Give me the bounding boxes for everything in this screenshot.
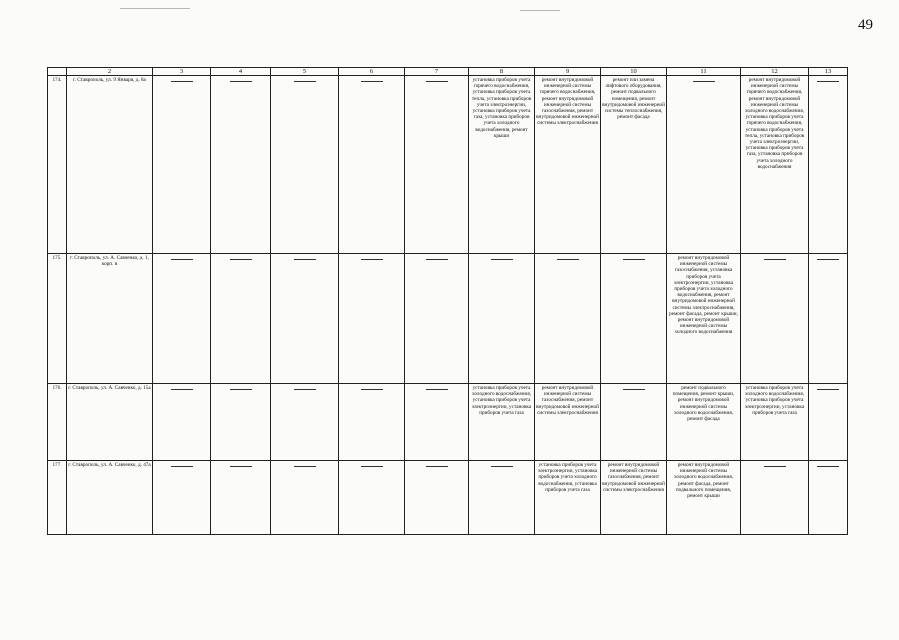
work-cell: установка приборов учета электроэнергии, установка приборов учета холодного водоснабжения, установка приборов учета газа bbox=[535, 461, 601, 535]
page-number: 49 bbox=[858, 17, 873, 33]
empty-cell-dash bbox=[339, 254, 405, 384]
column-header: 9 bbox=[535, 68, 601, 76]
empty-cell-dash bbox=[809, 254, 848, 384]
row-address: г. Ставрополь, ул. А. Савченко, д. 47а bbox=[67, 461, 153, 535]
empty-cell-dash bbox=[469, 254, 535, 384]
empty-cell-dash bbox=[271, 76, 339, 254]
table-row bbox=[48, 76, 848, 254]
scan-mark bbox=[520, 10, 560, 11]
empty-cell-dash bbox=[601, 384, 667, 461]
row-address: г. Ставрополь, ул. А. Савченко, д. 15а bbox=[67, 384, 153, 461]
row-number: 174. bbox=[48, 76, 67, 254]
scan-mark bbox=[120, 8, 190, 9]
empty-cell-dash bbox=[153, 254, 211, 384]
empty-cell-dash bbox=[405, 254, 469, 384]
empty-cell-dash bbox=[405, 461, 469, 535]
column-header: 2 bbox=[67, 68, 153, 76]
empty-cell-dash bbox=[469, 461, 535, 535]
empty-cell-dash bbox=[741, 254, 809, 384]
table-row bbox=[48, 384, 848, 461]
empty-cell-dash bbox=[211, 254, 271, 384]
work-cell: установка приборов учета горячего водоснабжения, установка приборов учета тепла, установка приборов учета электроэнергии, установка приборов учета газа, установка приборов учета холодного водоснабжения, ремонт крыши bbox=[469, 76, 535, 254]
work-cell: ремонт внутридомовой инженерной системы газоснабжения, ремонт внутридомовой инженерной системы электроснабжения bbox=[601, 461, 667, 535]
row-address: г. Ставрополь, ул. 9 Января, д. 8а bbox=[67, 76, 153, 254]
empty-cell-dash bbox=[601, 254, 667, 384]
empty-cell-dash bbox=[211, 461, 271, 535]
work-cell: установка приборов учета холодного водоснабжения, установка приборов учета электроэнергии, установка приборов учета газа bbox=[469, 384, 535, 461]
empty-cell-dash bbox=[405, 384, 469, 461]
empty-cell-dash bbox=[535, 254, 601, 384]
work-cell: ремонт внутридомовой инженерной системы газоснабжения, ремонт внутридомовой инженерной системы электроснабжения bbox=[535, 384, 601, 461]
work-cell: ремонт внутридомовой инженерной системы горячего водоснабжения, ремонт внутридомовой инженерной системы холодного водоснабжения, установка приборов учета горячего водоснабжения, установка приборов учета тепла, установка приборов учета электроэнергии, установка приборов учета газа, установка приборов учета холодного водоснабжения bbox=[741, 76, 809, 254]
column-header: 5 bbox=[271, 68, 339, 76]
work-cell: ремонт или замена лифтового оборудования, ремонт подвального помещения, ремонт внутридомовой инженерной системы теплоснабжения, ремонт фасада bbox=[601, 76, 667, 254]
work-cell: установка приборов учета холодного водоснабжения, установка приборов учета электроэнергии, установка приборов учета газа bbox=[741, 384, 809, 461]
empty-cell-dash bbox=[211, 76, 271, 254]
empty-cell-dash bbox=[405, 76, 469, 254]
column-header: 7 bbox=[405, 68, 469, 76]
column-header: 8 bbox=[469, 68, 535, 76]
column-header: 12 bbox=[741, 68, 809, 76]
empty-cell-dash bbox=[809, 461, 848, 535]
empty-cell-dash bbox=[153, 461, 211, 535]
repair-schedule-table bbox=[47, 67, 848, 535]
empty-cell-dash bbox=[153, 384, 211, 461]
column-number-row bbox=[48, 68, 848, 76]
empty-cell-dash bbox=[271, 384, 339, 461]
empty-cell-dash bbox=[211, 384, 271, 461]
empty-cell-dash bbox=[153, 76, 211, 254]
row-address: г. Ставрополь, ул. А. Савченко, д. 1, корп. в bbox=[67, 254, 153, 384]
empty-cell-dash bbox=[809, 76, 848, 254]
column-header bbox=[48, 68, 67, 76]
empty-cell-dash bbox=[809, 384, 848, 461]
work-cell: ремонт внутридомовой инженерной системы холодного водоснабжения, ремонт фасада, ремонт подвального помещения, ремонт крыши bbox=[667, 461, 741, 535]
column-header: 11 bbox=[667, 68, 741, 76]
empty-cell-dash bbox=[339, 384, 405, 461]
empty-cell-dash bbox=[271, 254, 339, 384]
column-header: 10 bbox=[601, 68, 667, 76]
empty-cell-dash bbox=[667, 76, 741, 254]
empty-cell-dash bbox=[741, 461, 809, 535]
empty-cell-dash bbox=[271, 461, 339, 535]
column-header: 4 bbox=[211, 68, 271, 76]
work-cell: ремонт внутридомовой инженерной системы газоснабжения, установка приборов учета электроэнергии, установка приборов учета холодного водоснабжения, ремонт внутридомовой инженерной системы электроснабжения, ремонт фасада, ремонт крыши, ремонт внутридомовой инженерной системы холодного водоснабжения bbox=[667, 254, 741, 384]
row-number: 176. bbox=[48, 384, 67, 461]
empty-cell-dash bbox=[339, 76, 405, 254]
column-header: 6 bbox=[339, 68, 405, 76]
column-header: 3 bbox=[153, 68, 211, 76]
table-row bbox=[48, 461, 848, 535]
row-number: 177. bbox=[48, 461, 67, 535]
work-cell: ремонт внутридомовой инженерной системы горячего водоснабжения, ремонт внутридомовой инженерной системы газоснабжения, ремонт внутридомовой инженерной системы электроснабжения bbox=[535, 76, 601, 254]
work-cell: ремонт подвального помещения, ремонт крыши, ремонт внутридомовой инженерной системы холодного водоснабжения, ремонт фасада bbox=[667, 384, 741, 461]
table-row bbox=[48, 254, 848, 384]
row-number: 175. bbox=[48, 254, 67, 384]
empty-cell-dash bbox=[339, 461, 405, 535]
column-header: 13 bbox=[809, 68, 848, 76]
